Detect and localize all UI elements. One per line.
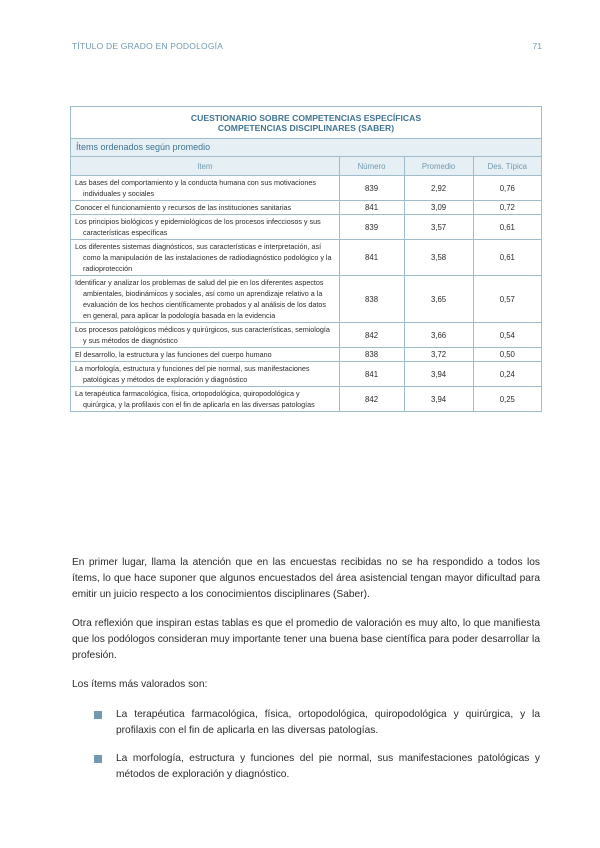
list-item bbox=[72, 707, 540, 739]
square-bullet-icon bbox=[94, 711, 102, 719]
row-desviacion: 0,54 bbox=[473, 323, 541, 348]
list-item bbox=[72, 751, 540, 783]
table-header-row bbox=[71, 157, 542, 176]
table-row bbox=[71, 240, 542, 276]
competencies-table bbox=[70, 106, 542, 412]
running-title: TÍTULO DE GRADO EN PODOLOGÍA bbox=[72, 41, 224, 51]
row-promedio: 3,09 bbox=[404, 201, 473, 215]
row-item: La terapéutica farmacológica, física, ortopodológica, quiropodológica y quirúrgica, y la profilaxis con el fin de aplicarla en las diversas patologías bbox=[71, 387, 340, 412]
table-row bbox=[71, 176, 542, 201]
page-number: 71 bbox=[532, 41, 542, 51]
column-header-promedio: Promedio bbox=[404, 157, 473, 176]
row-desviacion: 0,76 bbox=[473, 176, 541, 201]
list-item-text: La terapéutica farmacológica, física, ortopodológica, quiropodológica y quirúrgica, y la profilaxis con el fin de aplicarla en las diversas patologías. bbox=[116, 709, 540, 736]
table-row bbox=[71, 348, 542, 362]
body-paragraph-3: Los ítems más valorados son: bbox=[72, 679, 208, 690]
table-subtitle-row bbox=[71, 139, 542, 157]
table-row bbox=[71, 323, 542, 348]
table-row bbox=[71, 276, 542, 323]
table-title bbox=[71, 107, 542, 139]
row-desviacion: 0,72 bbox=[473, 201, 541, 215]
table-subtitle: Ítems ordenados según promedio bbox=[71, 139, 542, 157]
square-bullet-icon bbox=[94, 755, 102, 763]
row-desviacion: 0,61 bbox=[473, 215, 541, 240]
row-desviacion: 0,50 bbox=[473, 348, 541, 362]
row-desviacion: 0,25 bbox=[473, 387, 541, 412]
row-numero: 841 bbox=[339, 362, 404, 387]
row-desviacion: 0,57 bbox=[473, 276, 541, 323]
row-item: Las bases del comportamiento y la conducta humana con sus motivaciones individuales y sociales bbox=[71, 176, 340, 201]
row-numero: 842 bbox=[339, 323, 404, 348]
table-title-line1: CUESTIONARIO SOBRE COMPETENCIAS ESPECÍFICAS bbox=[190, 113, 422, 123]
row-item: Identificar y analizar los problemas de salud del pie en los diferentes aspectos ambientales, biodinámicos y sociales, así como un aprendizaje relativo a la evaluación de los hechos científicamente probados y al análisis de los datos en general, para aplicar la podología basada en la evidencia bbox=[71, 276, 340, 323]
row-numero: 842 bbox=[339, 387, 404, 412]
row-promedio: 3,58 bbox=[404, 240, 473, 276]
table-row bbox=[71, 362, 542, 387]
competencies-table-container bbox=[70, 106, 542, 412]
row-promedio: 3,66 bbox=[404, 323, 473, 348]
row-promedio: 3,94 bbox=[404, 387, 473, 412]
table-title-row bbox=[71, 107, 542, 139]
table-title-line2: COMPETENCIAS DISCIPLINARES (SABER) bbox=[217, 123, 395, 133]
row-promedio: 2,92 bbox=[404, 176, 473, 201]
row-promedio: 3,72 bbox=[404, 348, 473, 362]
table-row bbox=[71, 215, 542, 240]
row-promedio: 3,57 bbox=[404, 215, 473, 240]
row-numero: 841 bbox=[339, 201, 404, 215]
row-item: El desarrollo, la estructura y las funciones del cuerpo humano bbox=[71, 348, 340, 362]
body-paragraph-1: En primer lugar, llama la atención que en las encuestas recibidas no se ha respondido a todos los ítems, lo que hace suponer que algunos encuestados del área asistencial tengan mayor dificultad para emitir un juicio respecto a los conocimientos disciplinares (Saber). bbox=[72, 557, 540, 600]
list-item-text: La morfología, estructura y funciones del pie normal, sus manifestaciones patológicas y métodos de exploración y diagnóstico. bbox=[116, 753, 540, 780]
row-item: Conocer el funcionamiento y recursos de las instituciones sanitarias bbox=[71, 201, 340, 215]
row-numero: 838 bbox=[339, 348, 404, 362]
row-numero: 839 bbox=[339, 215, 404, 240]
table-row bbox=[71, 387, 542, 412]
row-desviacion: 0,24 bbox=[473, 362, 541, 387]
row-numero: 841 bbox=[339, 240, 404, 276]
table-row bbox=[71, 201, 542, 215]
row-promedio: 3,65 bbox=[404, 276, 473, 323]
row-desviacion: 0,61 bbox=[473, 240, 541, 276]
row-numero: 838 bbox=[339, 276, 404, 323]
row-promedio: 3,94 bbox=[404, 362, 473, 387]
row-item: Los diferentes sistemas diagnósticos, sus características e interpretación, así como la manipulación de las instalaciones de radiodiagnóstico podológico y la radioprotección bbox=[71, 240, 340, 276]
column-header-numero: Número bbox=[339, 157, 404, 176]
body-paragraph-2: Otra reflexión que inspiran estas tablas es que el promedio de valoración es muy alto, lo que manifiesta que los podólogos consideran muy importante tener una buena base científica para poder desarrollar la profesión. bbox=[72, 618, 540, 661]
row-numero: 839 bbox=[339, 176, 404, 201]
column-header-item: Item bbox=[71, 157, 340, 176]
row-item: La morfología, estructura y funciones del pie normal, sus manifestaciones patológicas y métodos de exploración y diagnóstico bbox=[71, 362, 340, 387]
row-item: Los principios biológicos y epidemiológicos de los procesos infecciosos y sus características específicas bbox=[71, 215, 340, 240]
column-header-desviacion: Des. Típica bbox=[473, 157, 541, 176]
row-item: Los procesos patológicos médicos y quirúrgicos, sus características, semiología y sus métodos de diagnóstico bbox=[71, 323, 340, 348]
